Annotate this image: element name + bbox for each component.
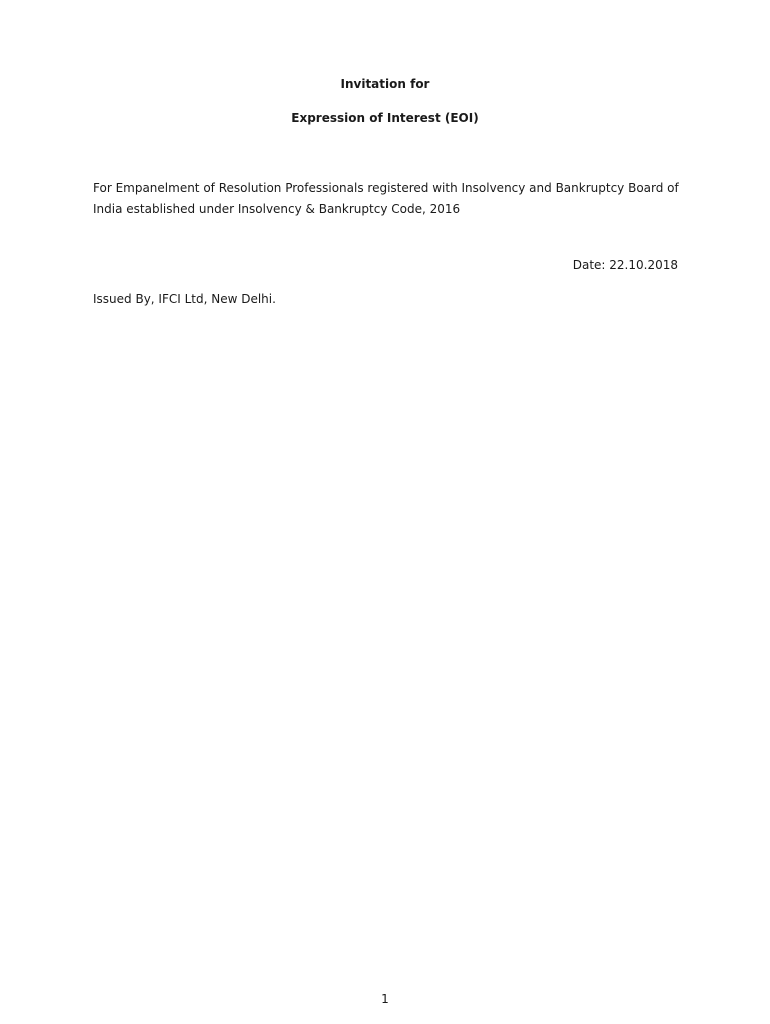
purpose-paragraph — [93, 178, 693, 220]
purpose-line-2: India established under Insolvency & Bankruptcy Code, 2016 — [93, 202, 461, 216]
title-invitation: Invitation for — [340, 77, 430, 91]
issued-by: Issued By, IFCI Ltd, New Delhi. — [93, 292, 276, 306]
page-number: 1 — [381, 992, 389, 1006]
purpose-line-1: For Empanelment of Resolution Professionals registered with Insolvency and Bankruptcy Board of — [93, 181, 679, 195]
title-eoi: Expression of Interest (EOI) — [291, 111, 479, 125]
issue-date: Date: 22.10.2018 — [572, 258, 678, 272]
